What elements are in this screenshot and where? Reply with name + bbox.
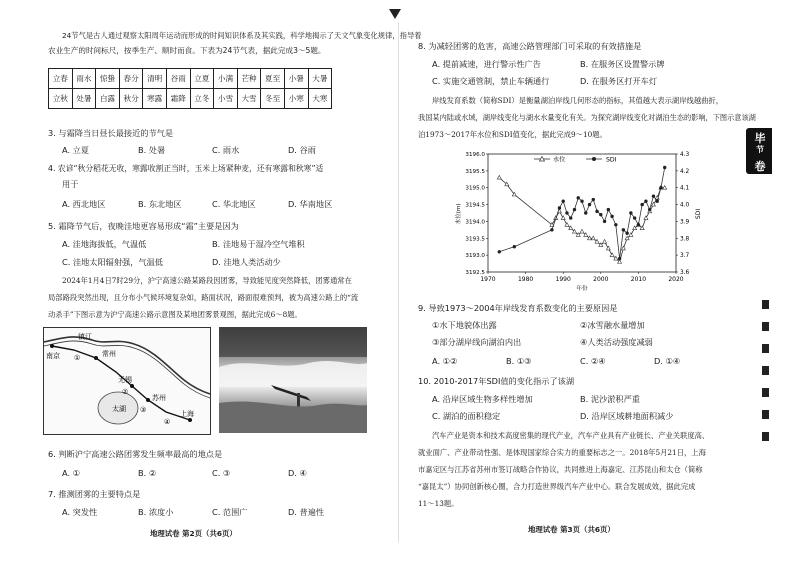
map-label-changzhou: 常州 [102,350,116,358]
registration-mark-5 [762,388,769,397]
terms-table-cell: 芒种 [237,69,261,89]
q6-option-d[interactable]: D. ④ [288,468,307,478]
q8-option-d[interactable]: D. 在服务区打开车灯 [580,76,658,86]
water-level-point [606,246,610,250]
series-line-sdi [499,167,664,258]
map-marker-3: ③ [140,406,147,414]
q4-option-a[interactable]: A. 西北地区 [62,199,106,209]
terms-table-cell: 春分 [119,69,143,89]
terms-table-cell: 大暑 [308,69,332,89]
map-label-nanjing: 南京 [46,352,60,360]
intro-line-1: 24节气是古人通过观察太阳周年运动而形成的时间知识体系及其实践，科学地揭示了天文气象变化规律，指导着 [62,31,422,40]
terms-table-cell: 清明 [143,69,167,89]
fog-landscape-photo [219,327,367,433]
registration-mark-7 [762,432,769,441]
q7-stem: 7. 推测团雾的主要特点是 [48,489,141,499]
q3-option-c[interactable]: C. 雨水 [212,145,240,155]
y-tick-label: 3193.5 [465,236,485,243]
q9-stem: 9. 导致1973～2004年岸线发育系数变化的主要原因是 [418,303,618,313]
terms-table-cell: 立秋 [49,89,73,109]
sdi-point [573,208,576,211]
terms-table-cell: 寒露 [143,89,167,109]
city-dot-shanghai [188,418,192,422]
car-intro-line-5: 11～13题。 [418,499,459,508]
sdi-point [640,203,643,206]
water-level-point [644,216,648,220]
y-tick-label: 3194.0 [465,219,485,226]
terms-table-cell: 立春 [49,69,73,89]
sdi-point [622,228,625,231]
map-marker-4: ④ [164,418,171,426]
car-intro-line-3: 市嘉定区与江苏省苏州市签订战略合作协议，共同推进上海嘉定、江苏昆山和太仓（简称 [418,465,703,474]
q3-stem: 3. 与霜降当日昼长最接近的节气是 [48,128,174,138]
sdi-intro-line-3: 泊1973～2017年水位和SDI值变化，据此完成9～10题。 [418,130,607,139]
registration-mark-6 [762,410,769,419]
right-page-footer: 地理试卷 第3页（共6页） [528,525,615,534]
sdi-point [607,208,610,211]
water-level-point [651,202,655,206]
sdi-intro-line-2: 我国某内陆或水域，湖岸线变化与湖水水量变化有关。为探究湖岸线变化对湖泊生态的影响，下图示意该湖 [418,113,756,122]
q9-option-d[interactable]: D. ①④ [654,356,681,366]
x-tick-label: 2010 [630,276,647,283]
map-label-zhenjiang: 镇江 [78,333,92,341]
sdi-intro-line-1: 岸线发育系数（简称SDI）是衡量湖泊岸线几何形态的指标，其值越大表示湖岸线越曲折， [432,96,724,105]
q4-option-d[interactable]: D. 华南地区 [288,199,333,209]
q10-stem: 10. 2010-2017年SDI值的变化指示了该湖 [418,376,575,386]
car-intro-line-1: 汽车产业是资本和技术高度密集的现代产业，汽车产业具有产业链长、产业关联度高、 [432,431,710,440]
legend-water-level-label: 水位 [553,156,566,164]
sdi-point [584,211,587,214]
q9-statement-3: ③部分湖岸线向湖泊内出 [432,337,522,347]
registration-mark-3 [762,344,769,353]
q5-option-b[interactable]: B. 洼地易于湿冷空气堆积 [212,239,305,249]
q4-stem-line-2: 用于 [62,179,79,189]
sdi-point [565,211,568,214]
map-label-taihu: 太湖 [112,405,126,413]
sdi-point [599,213,602,216]
q9-statement-1: ①水下地貌体出露 [432,320,497,330]
sdi-point [610,215,613,218]
sdi-point [577,196,580,199]
q6-option-b[interactable]: B. ② [138,468,157,478]
map-drawing [44,328,210,434]
q6-option-c[interactable]: C. ③ [212,468,231,478]
left-page-footer: 地理试卷 第2页（共6页） [150,529,237,538]
side-tab-char-1: 毕 [754,132,766,145]
city-dot-changzhou [94,356,98,360]
y2-tick-label: 4.0 [680,202,690,209]
q8-option-a[interactable]: A. 提前减速，进行警示性广告 [432,59,541,69]
terms-table-cell: 霜降 [166,89,190,109]
q8-option-b[interactable]: B. 在服务区设置警示牌 [580,59,665,69]
photo-drawing [219,327,367,433]
city-dot-nanjing [50,344,54,348]
q5-option-a[interactable]: A. 洼地海拔低，气温低 [62,239,147,249]
y2-axis-label: SDI [695,208,702,220]
sdi-point [562,200,565,203]
fog-intro-line-1: 2024年1月4日7时29分，沪宁高速公路某路段因团雾，导致能见度突然降低，团雾通常在 [62,276,352,285]
shanghai-nanjing-expressway-map [43,327,211,435]
page-fold-divider [398,22,399,542]
sdi-point [498,250,501,253]
sdi-point [625,232,628,235]
q7-option-a[interactable]: A. 突发性 [62,507,98,517]
car-intro-line-4: “嘉昆太”）协同创新核心圈，合力打造世界级汽车产业中心。联合发展成效，据此完成 [418,482,696,491]
y-tick-label: 3194.5 [465,202,485,209]
water-level-point [610,253,614,257]
sdi-point [550,228,553,231]
sdi-point [614,223,617,226]
q3-option-d[interactable]: D. 谷雨 [288,145,316,155]
q7-option-d[interactable]: D. 普遍性 [288,507,325,517]
chart-svg [454,144,704,292]
y-axis-label: 水位(m) [456,203,462,225]
sdi-point [558,206,561,209]
terms-table-cell: 冬至 [261,89,285,109]
q5-stem: 5. 霜降节气后，夜晚洼地更容易形成“霜”主要是因为 [48,221,239,231]
sdi-point [569,216,572,219]
sdi-point [513,245,516,248]
q8-option-c[interactable]: C. 实施交通管制，禁止车辆通行 [432,76,550,86]
x-axis-label: 年份 [576,286,588,292]
q10-option-c[interactable]: C. 湖泊的面积稳定 [432,411,501,421]
q4-stem-line-1: 4. 农谚“秋分稻花无收，寒露收割正当时，玉米上场紧种麦，还有寒露和秋寒”适 [48,164,324,173]
q5-option-d[interactable]: D. 洼地人类活动少 [212,257,281,267]
x-tick-label: 2020 [668,276,684,283]
legend-sdi-label: SDI [606,156,617,164]
side-tab-char-3: 卷 [754,160,766,173]
series-line-water-level [499,178,664,262]
fog-intro-line-2: 局部路段突然出现，且分布小气候环境复杂如，路面状况，路面很难预判，被为高速公路上的“流 [48,293,359,302]
terms-table-cell: 谷雨 [166,69,190,89]
sdi-point [618,257,621,260]
x-tick-label: 1970 [480,276,496,283]
legend-sdi-marker [592,157,596,161]
terms-table-cell: 大雪 [237,89,261,109]
q7-option-b[interactable]: B. 浓度小 [138,507,174,517]
city-dot-wuxi [130,384,134,388]
terms-table-cell: 大寒 [308,89,332,109]
q6-stem: 6. 判断沪宁高速公路团雾发生频率最高的地点是 [48,449,223,459]
sdi-point [648,208,651,211]
sdi-point [633,216,636,219]
sdi-point [652,194,655,197]
sdi-point [629,211,632,214]
y2-tick-label: 3.7 [680,253,690,260]
fog-intro-line-3: 动杀手”下图示意为沪宁高速公路示意图及某地团雾景观图，据此完成6～8题。 [48,310,302,319]
y2-tick-label: 4.3 [680,152,690,158]
q9-option-c[interactable]: C. ②④ [580,356,606,366]
side-exam-tab [746,128,772,174]
sdi-point [603,220,606,223]
registration-mark-4 [762,366,769,375]
sdi-point [663,166,666,169]
sdi-point [588,203,591,206]
sdi-point [595,210,598,213]
intro-line-2: 农业生产的时间标尺，按季生产、顺时而食。下表为24节气表，据此完成3～5题。 [48,46,326,55]
side-tab-char-2: 节 [756,145,764,154]
q6-option-a[interactable]: A. ① [62,468,81,478]
terms-table-cell: 小寒 [284,89,308,109]
sdi-point [659,186,662,189]
y2-tick-label: 3.8 [680,236,690,243]
sdi-point [656,200,659,203]
terms-table-row [49,89,332,109]
terms-table-cell: 小雪 [214,89,238,109]
top-center-mark [389,9,401,19]
q9-option-a[interactable]: A. ①② [432,356,458,366]
city-dot-suzhou [146,398,150,402]
terms-table-cell: 小暑 [284,69,308,89]
q4-option-c[interactable]: C. 华北地区 [212,199,256,209]
water-level-point [565,223,569,227]
x-tick-label: 1990 [555,276,571,283]
terms-table-cell: 夏至 [261,69,285,89]
y-tick-label: 3195.5 [465,168,485,175]
terms-table-cell: 惊蛰 [96,69,120,89]
sdi-point [637,223,640,226]
x-tick-label: 1980 [517,276,534,283]
y2-tick-label: 4.2 [680,168,690,175]
map-marker-2: ② [122,388,129,396]
registration-mark-1 [762,300,769,309]
y2-tick-label: 3.6 [680,270,690,276]
map-marker-1: ① [74,354,81,362]
water-level-sdi-chart [454,144,704,292]
terms-table-cell: 处暑 [72,89,96,109]
map-label-suzhou: 苏州 [152,394,166,402]
q4-option-b[interactable]: B. 东北地区 [138,199,182,209]
q9-statement-2: ②冰雪融水量增加 [580,320,645,330]
registration-mark-2 [762,322,769,331]
water-level-point [497,175,501,179]
y-tick-label: 3196.0 [465,152,485,158]
q3-option-a[interactable]: A. 立夏 [62,145,90,155]
y-tick-label: 3195.0 [465,185,485,192]
q10-option-d[interactable]: D. 沿岸区域耕地面积减少 [580,411,674,421]
map-label-shanghai: 上海 [180,410,194,418]
q9-statement-4: ④人类活动强度减弱 [580,337,653,347]
q8-stem: 8. 为减轻团雾的危害，高速公路管理部门可采取的有效措施是 [418,41,642,51]
water-level-point [629,233,633,237]
water-level-point [561,216,565,220]
q10-option-a[interactable]: A. 沿岸区域生物多样性增加 [432,394,533,404]
x-tick-label: 2000 [593,276,609,283]
terms-table-cell: 立夏 [190,69,214,89]
y-tick-label: 3192.5 [465,270,485,276]
yangtze-river [44,337,210,394]
water-level-point [621,246,625,250]
y2-tick-label: 3.9 [680,219,690,226]
sdi-point [592,198,595,201]
terms-table-cell: 白露 [96,89,120,109]
terms-table-cell: 立冬 [190,89,214,109]
q3-option-b[interactable]: B. 处暑 [138,145,166,155]
q7-option-c[interactable]: C. 范围广 [212,507,248,517]
map-label-wuxi: 无锡 [118,376,132,384]
q9-option-b[interactable]: B. ①③ [506,356,532,366]
y2-tick-label: 4.1 [680,185,690,192]
terms-table-cell: 小满 [214,69,238,89]
q5-option-c[interactable]: C. 洼地太阳辐射强，气温低 [62,257,163,267]
q10-option-b[interactable]: B. 泥沙淤积严重 [580,394,640,404]
terms-table-cell: 雨水 [72,69,96,89]
sdi-point [580,200,583,203]
terms-table-cell: 秋分 [119,89,143,109]
terms-table-row [49,69,332,89]
sdi-point [644,200,647,203]
solar-terms-table [48,68,332,109]
car-intro-line-2: 就业面广、产业带动性强、是体现国家综合实力的重要标志之一。2018年5月21日，上海 [418,448,706,457]
water-level-point [580,229,584,233]
y-tick-label: 3193.0 [465,253,485,260]
water-level-point [603,239,607,243]
